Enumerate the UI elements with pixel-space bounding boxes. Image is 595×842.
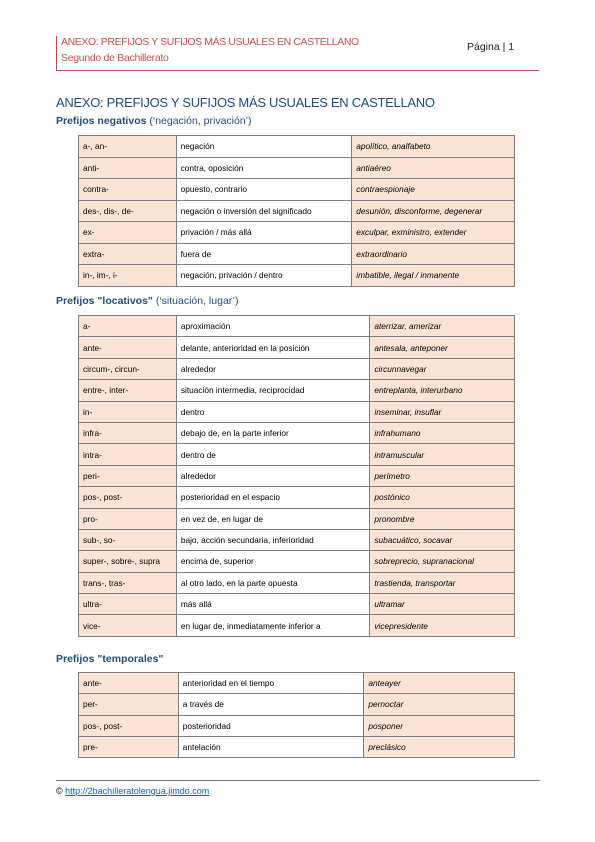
table-row <box>79 594 515 615</box>
prefix-cell: ex- <box>79 222 177 244</box>
example-cell: imbatible, ilegal / inmanente <box>352 265 515 287</box>
table-row <box>79 529 515 550</box>
example-cell: contraespionaje <box>352 179 515 201</box>
table-row <box>79 508 515 529</box>
example-cell: ultramar <box>370 594 515 615</box>
prefix-cell: trans-, tras- <box>79 572 177 593</box>
table-row <box>79 358 515 379</box>
example-cell: anteayer <box>364 673 515 694</box>
table-row <box>79 673 515 694</box>
table-row <box>79 401 515 422</box>
table-row <box>79 243 515 265</box>
section-title-text: Prefijos "temporales" <box>56 653 164 665</box>
prefix-cell: extra- <box>79 243 177 265</box>
section-title-text: Prefijos negativos <box>56 115 147 127</box>
meaning-cell: dentro de <box>176 444 370 465</box>
example-cell: pronombre <box>370 508 515 529</box>
example-cell: postónico <box>370 487 515 508</box>
table-row <box>79 736 515 757</box>
meaning-cell: situación intermedia, reciprocidad <box>176 380 370 401</box>
page-footer <box>56 786 209 796</box>
meaning-cell: negación, privación / dentro <box>176 265 352 287</box>
section-title-text: Prefijos "locativos" <box>56 295 153 307</box>
prefix-cell: in-, im-, i- <box>79 265 177 287</box>
prefix-cell: des-, dis-, de- <box>79 200 177 222</box>
example-cell: preclásico <box>364 736 515 757</box>
meaning-cell: alrededor <box>176 358 370 379</box>
prefix-cell: peri- <box>79 465 177 486</box>
table-negativos <box>78 135 515 287</box>
meaning-cell: debajo de, en la parte inferior <box>176 422 370 443</box>
section-title-negativos <box>56 115 252 127</box>
meaning-cell: dentro <box>176 401 370 422</box>
prefix-cell: pro- <box>79 508 177 529</box>
table-row <box>79 572 515 593</box>
prefix-cell: vice- <box>79 615 177 636</box>
meaning-cell: en vez de, en lugar de <box>176 508 370 529</box>
example-cell: infrahumano <box>370 422 515 443</box>
table-row <box>79 337 515 358</box>
table-row <box>79 465 515 486</box>
meaning-cell: en lugar de, inmediatamente inferior a <box>176 615 370 636</box>
document-heading: ANEXO: PREFIJOS Y SUFIJOS MÁS USUALES EN CASTELLANO <box>56 95 435 110</box>
meaning-cell: más allá <box>176 594 370 615</box>
meaning-cell: encima de, superior <box>176 551 370 572</box>
footer-link[interactable]: http://2bachilleratolengua.jimdo.com <box>65 786 210 796</box>
example-cell: subacuático, socavar <box>370 529 515 550</box>
prefix-cell: ante- <box>79 337 177 358</box>
table-row <box>79 422 515 443</box>
example-cell: aterrizar, amerizar <box>370 316 515 337</box>
table-row <box>79 179 515 201</box>
table-row <box>79 222 515 244</box>
page-number: Página | 1 <box>467 41 515 53</box>
section-note: (‘negación, privación’) <box>146 115 252 127</box>
prefix-cell: anti- <box>79 157 177 179</box>
example-cell: inseminar, insuflar <box>370 401 515 422</box>
meaning-cell: privación / más allá <box>176 222 352 244</box>
table-row <box>79 715 515 736</box>
table-temporales <box>78 672 515 758</box>
example-cell: circunnavegar <box>370 358 515 379</box>
prefix-cell: pos-, post- <box>79 715 179 736</box>
example-cell: posponer <box>364 715 515 736</box>
meaning-cell: opuesto, contrario <box>176 179 352 201</box>
prefix-cell: sub-, so- <box>79 529 177 550</box>
section-note: (‘situación, lugar’) <box>152 295 239 307</box>
section-title-temporales <box>56 653 163 665</box>
prefix-cell: ante- <box>79 673 179 694</box>
example-cell: vicepresidente <box>370 615 515 636</box>
prefix-cell: in- <box>79 401 177 422</box>
table-row <box>79 615 515 636</box>
example-cell: apolítico, analfabeto <box>352 136 515 158</box>
table-row <box>79 157 515 179</box>
meaning-cell: alrededor <box>176 465 370 486</box>
prefix-cell: pre- <box>79 736 179 757</box>
prefix-cell: contra- <box>79 179 177 201</box>
prefix-cell: infra- <box>79 422 177 443</box>
prefix-cell: super-, sobre-, supra <box>79 551 177 572</box>
example-cell: exculpar, exministro, extender <box>352 222 515 244</box>
table-row <box>79 551 515 572</box>
section-title-locativos <box>56 295 239 307</box>
example-cell: perímetro <box>370 465 515 486</box>
example-cell: intramuscular <box>370 444 515 465</box>
meaning-cell: posterioridad <box>178 715 364 736</box>
meaning-cell: fuera de <box>176 243 352 265</box>
table-row <box>79 694 515 715</box>
meaning-cell: contra, oposición <box>176 157 352 179</box>
example-cell: sobreprecio, supranacional <box>370 551 515 572</box>
table-locativos <box>78 315 515 637</box>
meaning-cell: bajo, acción secundaria, inferioridad <box>176 529 370 550</box>
footer-divider <box>56 780 540 781</box>
meaning-cell: antelación <box>178 736 364 757</box>
table-row <box>79 487 515 508</box>
prefix-cell: per- <box>79 694 179 715</box>
prefix-cell: a- <box>79 316 177 337</box>
meaning-cell: a través de <box>178 694 364 715</box>
table-row <box>79 265 515 287</box>
table-row <box>79 136 515 158</box>
example-cell: antesala, anteponer <box>370 337 515 358</box>
meaning-cell: al otro lado, en la parte opuesta <box>176 572 370 593</box>
copyright-symbol: © <box>56 786 63 796</box>
table-row <box>79 380 515 401</box>
meaning-cell: negación <box>176 136 352 158</box>
prefix-cell: intra- <box>79 444 177 465</box>
prefix-cell: a-, an- <box>79 136 177 158</box>
table-row <box>79 316 515 337</box>
example-cell: extraordinario <box>352 243 515 265</box>
prefix-cell: ultra- <box>79 594 177 615</box>
example-cell: desunión, disconforme, degenerar <box>352 200 515 222</box>
meaning-cell: delante, anterioridad en la posición <box>176 337 370 358</box>
table-row <box>79 444 515 465</box>
example-cell: antiaéreo <box>352 157 515 179</box>
meaning-cell: aproximación <box>176 316 370 337</box>
header-title: ANEXO: PREFIJOS Y SUFIJOS MÁS USUALES EN CASTELLANO <box>61 36 359 48</box>
meaning-cell: posterioridad en el espacio <box>176 487 370 508</box>
example-cell: entreplanta, interurbano <box>370 380 515 401</box>
prefix-cell: entre-, inter- <box>79 380 177 401</box>
example-cell: trastienda, transportar <box>370 572 515 593</box>
header-subtitle: Segundo de Bachillerato <box>61 52 169 64</box>
example-cell: pernoctar <box>364 694 515 715</box>
table-row <box>79 200 515 222</box>
prefix-cell: pos-, post- <box>79 487 177 508</box>
prefix-cell: circum-, circun- <box>79 358 177 379</box>
meaning-cell: anterioridad en el tiempo <box>178 673 364 694</box>
meaning-cell: negación o inversión del significado <box>176 200 352 222</box>
